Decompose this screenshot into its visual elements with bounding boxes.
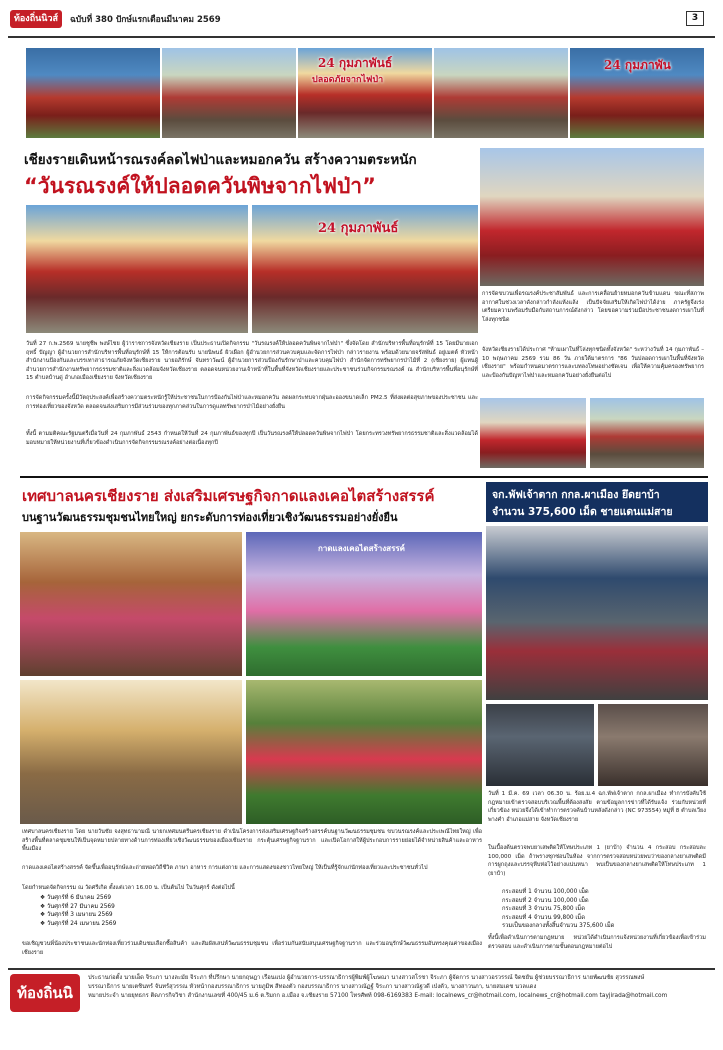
story3-bag-list [502,888,702,931]
section-divider [20,476,708,478]
photo-shop-stalls [20,680,242,824]
story2-subheadline: บนฐานวัฒนธรรมชุมชนไทยใหญ่ ยกระดับการท่องเที่ยวเชิงวัฒนธรรมอย่างยั่งยืน [22,511,398,524]
story2-paragraph-1: เทศบาลนครเชียงราย โดย นายวันชัย จงสุทธานามณี นายกเทศมนตรีนครเชียงราย ดำเนินโครงการส่งเสริมเศรษฐกิจสร้างสรรค์บนฐานวัฒนธรรมชุมชน ขบวนรณรงค์และประเพณีไทยใหญ่ เพื่อสร้างพื้นที่ตลาดชุมชนให้เป็นจุดหมายปลายทางด้านการท่องเที่ยวเชิงวัฒนธรรมของเมืองเชียงราย กระตุ้นเศรษฐกิจฐานราก และเปิดโอกาสให้ผู้ประกอบการรายย่อยได้จำหน่ายสินค้าและอาหารพื้นเมือง [22,829,482,852]
story3-paragraph-2: ในเบื้องต้นตรวจพบยาเสพติดให้โทษประเภท 1 (ยาบ้า) จำนวน 4 กระสอบ กระสอบละ 100,000 เม็ด ถ้าพรางซุกซ่อนในห้อง จากการตรวจสอบหน่วยพบว่าของกลางยาเสพติดมีการผูกถุงและบรรจุหีบห่อไว้อย่างแน่นหนา พบเป็นของกลางยาเสพติดให้โทษประเภท 1 (ยาบ้า) [488,845,706,877]
footer-line-3: หมายประจำ นายยุทธกร ติดภารกิจวิชา สำนักงานเลขที่ 400/45 ม.6 ต.ริมกก อ.เมือง จ.เชียงราย 57100 โทรศัพท์ 098-6169383 E-mail: localnews_cr@hotmail.com, localnews_cr@hotmail.com tayjirada@hotmail.com [88,993,668,999]
story1-paragraph-2: การจัดกิจกรรมครั้งนี้มีวัตถุประสงค์เพื่อสร้างความตระหนักรู้ให้ประชาชนในการป้องกันไฟป่าและหมอกควัน ลดผลกระทบจากฝุ่นละอองขนาดเล็ก PM2.5 ที่ส่งผลต่อสุขภาพของประชาชน และการท่องเที่ยวของจังหวัด ตลอดจนส่งเสริมการมีส่วนร่วมของทุกภาคส่วนในการดูแลทรัพยากรป่าไม้อย่างยั่งยืน [26,395,478,410]
footer-credits [88,974,706,1001]
footer-line-2: บรรณาธิการ นายเตชินทร์ จันทร์สุวรรณ หัวหน้ากองบรรณาธิการ นายภูมิพ สีทองตัว กองบรรณาธิการ นางสาวณัฏฐ์ จิระภา นางสาวณัฐวดี เป่งตัว, นางสาวนภา, นายสมเดช นวลแดง [88,984,537,990]
bag-item: กระสอบที่ 1 จำนวน 100,000 เม็ด [502,889,589,895]
story2-headline: เทศบาลนครเชียงราย ส่งเสริมเศรษฐกิจกาดแลงเคอไตสร้างสรรค์ [22,487,435,505]
story1-paragraph-3: ทั้งนี้ ตามมติคณะรัฐมนตรีเมื่อวันที่ 24 กุมภาพันธ์ 2543 กำหนดให้วันที่ 24 กุมภาพันธ์ของทุกปี เป็นวันรณรงค์ให้ปลอดควันพิษจากไฟป่า โดยกระทรวงทรัพยากรธรรมชาติและสิ่งแวดล้อมได้มอบหมายให้หน่วยงานที่เกี่ยวข้องดำเนินการจัดกิจกรรมรณรงค์อย่างต่อเนื่องทุกปี [26,431,478,446]
photo-truck-small-1 [480,398,586,468]
stage-banner-text: กาดแลงเคอไตสร้างสรรค์ [318,543,406,553]
story2-closing: ขอเชิญชวนพี่น้องประชาชนและนักท่องเที่ยวร่วมเดินชมเลือกซื้อสินค้า และสัมผัสเสน่ห์วัฒนธรรมชุมชน เพื่อร่วมกันสนับสนุนเศรษฐกิจฐานราก และร่วมอนุรักษ์วัฒนธรรมอันทรงคุณค่าของเมืองเชียงราย [22,941,482,956]
banner-text-sub: ปลอดภัยจากไฟป่า [312,75,384,85]
photo-fire-truck [480,148,704,286]
photo-officials-lineup [162,48,296,138]
photo-podium-speech [570,48,704,138]
story1-right-paragraph-1: การจัดขบวนเพื่อรณรงค์ประชาสัมพันธ์ และการเคลื่อนย้ายหมอกควันข้ามแดน ขณะที่สภาพอากาศในช่วงเวลาดังกล่าวกำลังแห้งแล้ง เป็นปัจจัยเสริมให้เกิดไฟป่าได้ง่าย ภาครัฐจึงเร่งเตรียมความพร้อมรับมือกับสถานการณ์ดังกล่าว โดยขอความร่วมมือประชาชนงดการเผาในที่โล่งทุกชนิด [482,291,704,323]
footer-line-1: ประธานก่อตั้ง นายเอ็ด จิระภา นางละมัย จิระภา ที่ปรึกษา นายกฤษฎา เรือนแปง ผู้อำนวยการ-บรรณาธิการผู้พิมพ์ผู้โฆษณา นางสาวสโรชา จิระภา ผู้จัดการ นางสาวอรวรรณ์ จิดชยัน ผู้ช่วยบรรณาธิการ นายพัฒนชัย สุวรรณพงษ์ [88,975,645,981]
page-number: 3 [686,11,704,26]
photo-campaign-banner [298,48,432,138]
photo-group-banner-2 [252,205,478,333]
story1-paragraph-1: วันที่ 27 ก.พ.2569 นายชูชีพ พงษ์ไชย ผู้ว่าราชการจังหวัดเชียงราย เป็นประธานเปิดกิจกรรม "วันรณรงค์ให้ปลอดควันพิษจากไฟป่า" ซึ่งจัดโดย สำนักบริหารพื้นที่อนุรักษ์ที่ 15 โดยมีนายเอกฤทธิ์ ปัญญา ผู้อำนวยการสำนักบริหารพื้นที่อนุรักษ์ที่ 15 ให้การต้อนรับ นายนิพนธ์ ผิวเผือก ผู้อำนวยการส่วนควบคุมและจัดการไฟป่า กล่าวรายงาน พร้อมด้วยนายจรัสพันธ์ อยู่เมตต์ หัวหน้าสำนักงานป้องกันและบรรเทาสาธารณภัยจังหวัดเชียงราย นายอภิรักษ์ จันทราวัฒน์ ผู้อำนวยการส่วนป้องกันรักษาป่าและควบคุมไฟป่า สำนักจัดการทรัพยากรป่าไม้ที่ 2 (เชียงราย) ผู้แทนผู้อำนวยการสำนักงานทรัพยากรธรรมชาติและสิ่งแวดล้อมจังหวัดเชียงราย ตลอดจนหน่วยงานเจ้าหน้าที่ในพื้นที่จังหวัดเชียงรายและประชาชนร่วมกิจกรรมรณรงค์ ณ สำนักบริหารพื้นที่อนุรักษ์ที่ 15 ตำบลบ้านดู่ อำเภอเมืองเชียงราย จังหวัดเชียงราย [26,341,478,381]
story1-headline: เชียงรายเดินหน้ารณรงค์ลดไฟป่าและหมอกควัน สร้างความตระหนัก [24,152,417,168]
story2-schedule-intro: โดยกำหนดจัดกิจกรรม ณ วัดศรีเกิด ตั้งแต่เวลา 16.00 น. เป็นต้นไป ในวันศุกร์ ดังต่อไปนี้ [22,885,235,891]
date-item: ❖ วันศุกร์ที่ 3 เมษายน 2569 [40,912,113,918]
story3-headline-box [486,482,708,522]
date-item: ❖ วันศุกร์ที่ 27 มีนาคม 2569 [40,903,115,910]
photo-group-banner-1 [26,205,248,333]
story3-paragraph-1: วันที่ 1 มี.ค. 69 เวลา 06.30 น. ร้อย.ม.4 ฉก.พัฟเจ้าตาก กกล.ผาเมือง ทำการบังคับใช้กฎหมายเข้าตรวจสอบบริเวณพื้นที่ต้องสงสัย ตามข้อมูลการข่าวที่ได้รับแจ้ง ร่วมกับหน่วยที่เกี่ยวข้อง หน่วยจึงได้เข้าทำการตรวจค้นบ้านหลังดังกล่าว (NC 973554) หมู่ที่ 8 ตำบลเวียงพางคำ อำเภอแม่สาย จังหวัดเชียงราย [488,791,706,823]
issue-line: ฉบับที่ 380 ปักษ์แรกเดือนมีนาคม 2569 [70,15,221,25]
story2-paragraph-2: กาดแลงเคอไตสร้างสรรค์ จัดขึ้นเพื่ออนุรักษ์และถ่ายทอดวิถีชีวิต ภาษา อาหาร การแต่งกาย และการแสดงของชาวไทยใหญ่ ให้เป็นที่รู้จักแก่นักท่องเที่ยวและประชาชนทั่วไป [22,865,428,871]
banner-text-3: 24 กุมภาพันธ์ [318,221,399,236]
photo-truck-small-2 [590,398,704,468]
banner-text-2: 24 กุมภาพัน [604,58,671,72]
photo-ceremony-stage [26,48,160,138]
photo-dance-costume [246,680,482,824]
photo-evidence-bags [598,704,708,786]
bag-item: กระสอบที่ 2 จำนวน 100,000 เม็ด [502,897,589,904]
story3-closing: ทั้งนี้เพื่อดำเนินการตามกฎหมาย หน่วยได้ดำเนินการแจ้งหน่วยงานที่เกี่ยวข้องเพื่อเข้าร่วมตรวจสอบ และดำเนินการตามขั้นตอนกฎหมายต่อไป [488,935,706,950]
photo-market-vendor [20,532,242,676]
date-item: ❖ วันศุกร์ที่ 6 มีนาคม 2569 [40,895,112,901]
bag-item: กระสอบที่ 4 จำนวน 99,800 เม็ด [502,914,585,921]
photo-officials-outdoor [434,48,568,138]
bag-total: รวมเป็นของกลางทั้งสิ้นจำนวน 375,600 เม็ด [502,923,615,929]
footer-logo: ท้องถิ่นนิวส์ [10,974,80,1012]
newspaper-logo: ท้องถิ่นนิวส์ [10,10,62,28]
banner-text: 24 กุมภาพันธ์ [318,56,393,70]
story1-subheadline: “วันรณรงค์ให้ปลอดควันพิษจากไฟป่า” [24,174,376,198]
photo-room-search [486,704,594,786]
story3-headline-2: จำนวน 375,600 เม็ด ชายแดนแม่สาย [492,506,673,518]
photo-officers-seized-drugs [486,526,708,700]
date-item: ❖ วันศุกร์ที่ 24 เมษายน 2569 [40,920,117,927]
story2-date-list [40,894,240,928]
bag-item: กระสอบที่ 3 จำนวน 75,800 เม็ด [502,906,585,912]
story1-right-paragraph-2: จังหวัดเชียงรายได้ประกาศ "ห้ามเผาในที่โล่งทุกชนิดทั้งจังหวัด" ระหว่างวันที่ 14 กุมภาพันธ์ – 10 พฤษภาคม 2569 รวม 86 วัน ภายใต้มาตรการ "86 วันปลอดการเผาในพื้นที่จังหวัดเชียงราย" พร้อมกำหนดมาตรการและบทลงโทษอย่างชัดเจน เพื่อให้ความคุ้มครองทรัพยากรและป้องกันปัญหาไฟป่าและหมอกควันอย่างยั่งยืนต่อไป [482,347,704,379]
story3-headline-1: จก.พัฟเจ้าตาก กกล.ผาเมือง ยึดยาบ้า [492,489,660,501]
photo-stage-performers [246,532,482,676]
